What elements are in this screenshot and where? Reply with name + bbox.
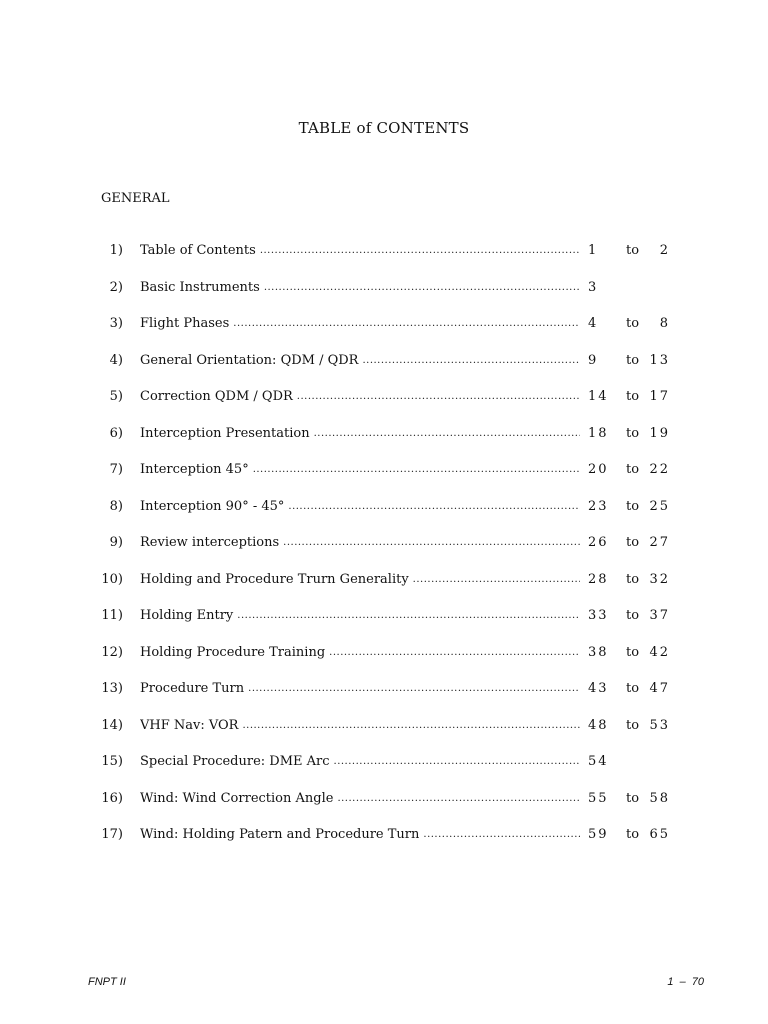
toc-item-title: VHF Nav: VOR	[140, 717, 239, 733]
toc-page-end: 17	[649, 389, 670, 404]
dot-leader	[413, 570, 580, 590]
toc-entry	[140, 497, 580, 517]
toc-page-range-word: to	[626, 790, 640, 806]
dot-leader	[264, 278, 580, 298]
toc-page-start: 3	[588, 279, 599, 295]
toc-entry	[140, 424, 580, 444]
dot-leader	[337, 789, 580, 809]
toc-page-range-word: to	[626, 681, 640, 696]
toc-page-start: 1	[588, 243, 599, 258]
toc-page-end: 47	[649, 681, 670, 696]
toc-page-end: 19	[649, 425, 670, 441]
toc-page-range-word: to	[626, 498, 640, 514]
toc-page-range-word: to	[626, 425, 640, 441]
toc-row	[0, 460, 768, 497]
toc-entry	[140, 314, 580, 334]
toc-page-range-word: to	[626, 608, 640, 623]
dot-leader	[329, 643, 580, 663]
toc-item-title: Wind: Holding Patern and Procedure Turn	[140, 827, 420, 842]
toc-page-start: 18	[588, 425, 609, 441]
toc-page-start: 9	[588, 352, 599, 368]
toc-page-range-word: to	[626, 571, 640, 587]
toc-row	[0, 497, 768, 534]
toc-row	[0, 278, 768, 315]
toc-page-start: 28	[588, 571, 609, 587]
toc-page-start: 48	[588, 717, 609, 733]
toc-row	[0, 351, 768, 388]
toc-row	[0, 533, 768, 570]
toc-page-end: 65	[649, 827, 670, 842]
toc-item-title: Interception 45°	[140, 462, 249, 477]
toc-row	[0, 606, 768, 643]
dot-leader	[314, 424, 580, 444]
toc-item-number: 14)	[101, 717, 123, 733]
toc-page-end: 2	[659, 243, 670, 258]
toc-page-range-word: to	[626, 827, 640, 842]
toc-item-number: 8)	[109, 498, 123, 514]
dot-leader	[334, 752, 580, 772]
toc-entry	[140, 387, 580, 407]
toc-page-start: 43	[588, 681, 609, 696]
toc-page-range-word: to	[626, 389, 640, 404]
toc-page-start: 33	[588, 608, 609, 623]
toc-row	[0, 825, 768, 862]
toc-entry	[140, 679, 580, 699]
toc-item-title: Correction QDM / QDR	[140, 389, 293, 404]
toc-row	[0, 716, 768, 753]
toc-page-end: 13	[649, 352, 670, 368]
toc-item-title: Procedure Turn	[140, 681, 245, 696]
toc-page-end: 27	[649, 535, 670, 550]
toc-entry	[140, 241, 580, 261]
dot-leader	[288, 497, 580, 517]
toc-item-number: 10)	[101, 571, 123, 587]
dot-leader	[283, 533, 580, 553]
dot-leader	[362, 351, 580, 371]
toc-row	[0, 643, 768, 680]
toc-entry	[140, 789, 580, 809]
toc-item-title: Interception 90° - 45°	[140, 498, 285, 514]
toc-page-start: 26	[588, 535, 609, 550]
dot-leader	[260, 241, 580, 261]
footer-left: FNPT II	[88, 976, 126, 988]
dot-leader	[253, 460, 580, 480]
toc-item-title: Interception Presentation	[140, 425, 310, 441]
toc-page-end: 58	[649, 790, 670, 806]
toc-page-range-word: to	[626, 717, 640, 733]
toc-row	[0, 241, 768, 278]
toc-row	[0, 570, 768, 607]
toc-entry	[140, 643, 580, 663]
toc-entry	[140, 825, 580, 845]
toc-entry	[140, 351, 580, 371]
toc-item-title: Table of Contents	[140, 243, 256, 258]
toc-row	[0, 387, 768, 424]
toc-page-end: 32	[649, 571, 670, 587]
toc-item-title: Special Procedure: DME Arc	[140, 754, 330, 769]
toc-page-end: 22	[649, 462, 670, 477]
toc-item-number: 7)	[109, 462, 123, 477]
dot-leader	[237, 606, 580, 626]
toc-row	[0, 679, 768, 716]
toc-item-number: 17)	[101, 827, 123, 842]
toc-page-start: 55	[588, 790, 609, 806]
toc-page-range-word: to	[626, 644, 640, 660]
toc-page-start: 54	[588, 754, 609, 769]
toc-item-number: 13)	[101, 681, 123, 696]
toc-row	[0, 752, 768, 789]
section-heading: GENERAL	[101, 191, 170, 206]
toc-item-number: 16)	[101, 790, 123, 806]
toc-item-title: Basic Instruments	[140, 279, 260, 295]
toc-item-title: Holding Procedure Training	[140, 644, 326, 660]
footer-right: 1 – 70	[667, 976, 704, 988]
toc-page-range-word: to	[626, 243, 640, 258]
toc-item-number: 6)	[109, 425, 123, 441]
toc-item-number: 5)	[109, 389, 123, 404]
toc-entry	[140, 460, 580, 480]
toc-item-title: Wind: Wind Correction Angle	[140, 790, 334, 806]
toc-page-range-word: to	[626, 316, 640, 331]
toc-page-start: 4	[588, 316, 599, 331]
toc-entry	[140, 533, 580, 553]
dot-leader	[423, 825, 580, 845]
dot-leader	[248, 679, 580, 699]
page-title: TABLE of CONTENTS	[298, 119, 470, 137]
toc-entry	[140, 752, 580, 772]
toc-page-end: 42	[649, 644, 670, 660]
toc-item-number: 12)	[101, 644, 123, 660]
toc-page-end: 8	[659, 316, 670, 331]
toc-item-number: 1)	[109, 243, 123, 258]
toc-item-title: General Orientation: QDM / QDR	[140, 352, 359, 368]
toc-page-range-word: to	[626, 462, 640, 477]
toc-entry	[140, 716, 580, 736]
toc-item-number: 9)	[109, 535, 123, 550]
toc-page-start: 14	[588, 389, 609, 404]
toc-row	[0, 314, 768, 351]
toc-page-range-word: to	[626, 352, 640, 368]
toc-entry	[140, 570, 580, 590]
toc-item-title: Holding Entry	[140, 608, 234, 623]
toc-item-number: 2)	[109, 279, 123, 295]
toc-item-title: Review interceptions	[140, 535, 280, 550]
toc-page-start: 38	[588, 644, 609, 660]
toc-item-number: 15)	[101, 754, 123, 769]
dot-leader	[233, 314, 580, 334]
toc-item-title: Holding and Procedure Trurn Generality	[140, 571, 409, 587]
toc-entry	[140, 606, 580, 626]
toc-page-start: 20	[588, 462, 609, 477]
toc-page-range-word: to	[626, 535, 640, 550]
toc-page-start: 59	[588, 827, 609, 842]
toc-page-end: 25	[649, 498, 670, 514]
dot-leader	[297, 387, 580, 407]
dot-leader	[242, 716, 580, 736]
toc-page-start: 23	[588, 498, 609, 514]
toc-row	[0, 424, 768, 461]
toc-item-title: Flight Phases	[140, 316, 230, 331]
toc-row	[0, 789, 768, 826]
toc-page-end: 37	[649, 608, 670, 623]
toc-entry	[140, 278, 580, 298]
toc-item-number: 4)	[109, 352, 123, 368]
toc-list	[0, 241, 768, 862]
toc-page-end: 53	[649, 717, 670, 733]
toc-item-number: 11)	[101, 608, 123, 623]
toc-item-number: 3)	[109, 316, 123, 331]
